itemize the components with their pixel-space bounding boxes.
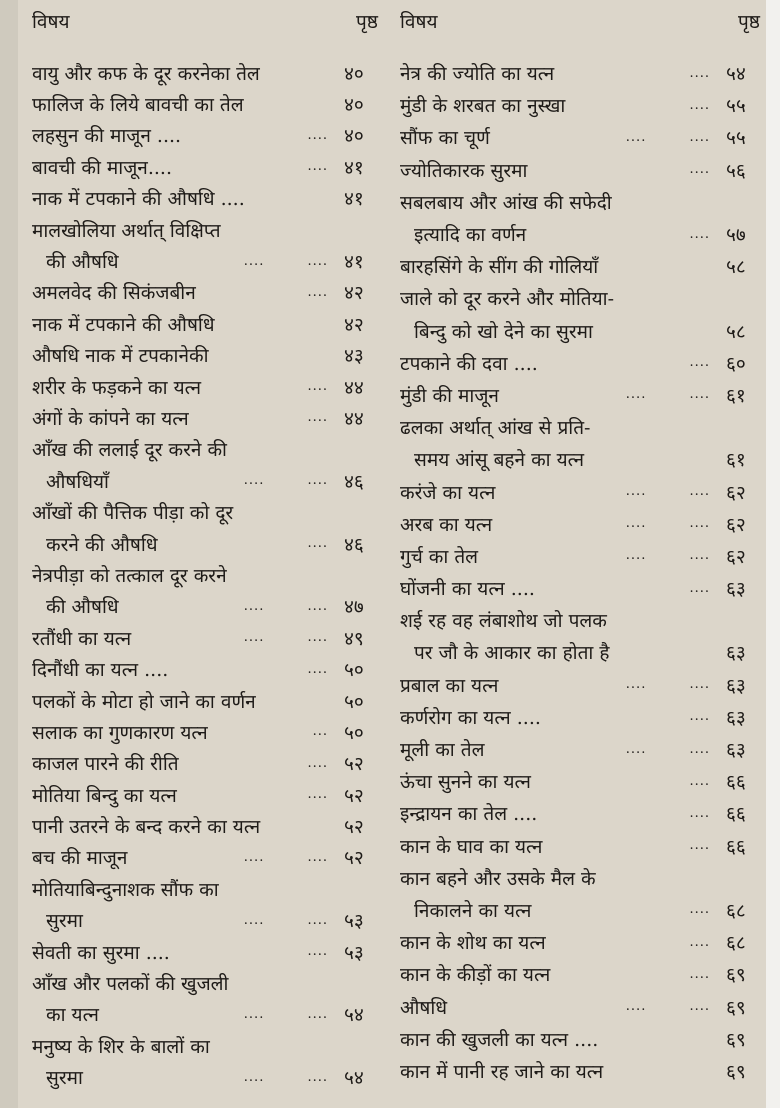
entry-page-number: ५५ xyxy=(726,95,746,118)
entry-title: का यत्न xyxy=(46,1004,99,1027)
index-entry-line xyxy=(32,685,378,716)
entry-title: सलाक का गुणकारण यत्न xyxy=(32,721,208,744)
entry-title: अंगों के कांपने का यत्न xyxy=(32,407,189,430)
index-entry-line xyxy=(400,121,760,153)
index-entry-line xyxy=(32,622,378,653)
index-entry-line xyxy=(32,183,378,214)
entry-page-number: ६६ xyxy=(726,835,746,858)
entry-title: सुरमा xyxy=(46,910,83,933)
index-entry-line xyxy=(400,797,760,829)
index-entry-line xyxy=(32,716,378,747)
entry-title: ढलका अर्थात् आंख से प्रति- xyxy=(400,417,591,440)
entry-page-number: ६२ xyxy=(726,545,746,568)
entry-title: करंजे का यत्न xyxy=(400,481,496,504)
entry-page-number: ६९ xyxy=(726,1028,746,1051)
index-entry-line xyxy=(400,862,760,894)
dot-leader: ... xyxy=(312,724,328,740)
entry-title: औषधियाँ xyxy=(46,470,109,493)
index-entry-line xyxy=(400,57,760,89)
page-edge xyxy=(766,0,780,1108)
index-entry-line xyxy=(400,701,760,733)
index-entry-line xyxy=(32,905,378,936)
dot-leader: .... .... xyxy=(625,516,710,532)
index-entry-line xyxy=(400,636,760,668)
index-entry-line xyxy=(32,1062,378,1093)
entry-page-number: ५६ xyxy=(726,159,746,182)
dot-leader: .... xyxy=(689,580,710,596)
entry-title: नेत्र की ज्योति का यत्न xyxy=(400,63,555,86)
entry-page-number: ५० xyxy=(344,659,364,682)
dot-leader: .... xyxy=(689,162,710,178)
entry-title: मोतियाबिन्दुनाशक सौंफ का xyxy=(32,878,219,901)
dot-leader: .... xyxy=(689,226,710,242)
index-entry-line xyxy=(400,379,760,411)
index-entry-line xyxy=(400,315,760,347)
dot-leader: .... xyxy=(689,709,710,725)
entry-page-number: ६२ xyxy=(726,513,746,536)
entry-title: शई रह वह लंबाशोथ जो पलक xyxy=(400,610,607,633)
entry-title: सुरमा xyxy=(46,1067,83,1090)
entry-page-number: ६८ xyxy=(726,932,746,955)
index-entry-line xyxy=(32,653,378,684)
entry-page-number: ६३ xyxy=(726,578,746,601)
entry-page-number: ६३ xyxy=(726,642,746,665)
index-entry-line xyxy=(400,830,760,862)
index-entry-line xyxy=(32,591,378,622)
column-header xyxy=(400,8,760,38)
entry-page-number: ६६ xyxy=(726,771,746,794)
entry-title: कान में पानी रह जाने का यत्न xyxy=(400,1060,604,1083)
dot-leader: .... xyxy=(689,97,710,113)
dot-leader: .... .... xyxy=(243,849,328,865)
entry-title: सौंफ का चूर्ण xyxy=(400,127,490,150)
entry-title: नाक में टपकाने की औषधि .... xyxy=(32,188,245,211)
subject-heading: विषय xyxy=(32,11,70,33)
entry-page-number: ५३ xyxy=(344,910,364,933)
dot-leader: .... xyxy=(307,159,328,175)
entry-page-number: ५४ xyxy=(344,1067,364,1090)
index-entry-line xyxy=(32,936,378,967)
entry-page-number: ४३ xyxy=(344,345,364,368)
entry-title: बच की माजून xyxy=(32,847,128,870)
dot-leader: .... .... xyxy=(625,484,710,500)
index-entry-line xyxy=(400,508,760,540)
entry-page-number: ४० xyxy=(344,62,364,85)
index-entry-line xyxy=(400,958,760,990)
index-entry-line xyxy=(400,765,760,797)
index-entry-line xyxy=(32,245,378,276)
entry-page-number: ५२ xyxy=(344,784,364,807)
subject-heading: विषय xyxy=(400,11,438,33)
dot-leader: .... .... xyxy=(625,387,710,403)
entry-page-number: ४७ xyxy=(344,596,364,619)
dot-leader: .... .... xyxy=(625,129,710,145)
entry-title: जाले को दूर करने और मोतिया- xyxy=(400,288,614,311)
entry-page-number: ४० xyxy=(344,94,364,117)
entry-title: काजल पारने की रीति xyxy=(32,753,179,776)
index-entry-line xyxy=(400,475,760,507)
index-entry-line xyxy=(400,926,760,958)
entry-title: पानी उतरने के बन्द करने का यत्न xyxy=(32,816,261,839)
index-entry-line xyxy=(400,411,760,443)
index-entry-line xyxy=(32,371,378,402)
entry-title: पर जौ के आकार का होता है xyxy=(414,642,610,665)
entry-page-number: ४२ xyxy=(344,282,364,305)
entry-title: कान बहने और उसके मैल के xyxy=(400,867,596,890)
entry-title: रतौंधी का यत्न xyxy=(32,627,132,650)
entry-page-number: ४६ xyxy=(344,533,364,556)
index-entry-line xyxy=(400,572,760,604)
entry-title: कान के कीड़ों का यत्न xyxy=(400,964,551,987)
index-entry-line xyxy=(32,88,378,119)
dot-leader: .... .... xyxy=(243,473,328,489)
index-entry-line xyxy=(32,748,378,779)
entry-page-number: ५८ xyxy=(726,320,746,343)
entry-page-number: ४१ xyxy=(344,188,364,211)
index-entry-line xyxy=(32,434,378,465)
dot-leader: .... xyxy=(689,65,710,81)
index-entry-line xyxy=(400,540,760,572)
index-entry-line xyxy=(32,308,378,339)
page-heading: पृष्ठ xyxy=(356,11,378,33)
index-entry-line xyxy=(32,277,378,308)
entry-title: सेवती का सुरमा .... xyxy=(32,941,170,964)
entry-title: इन्द्रायन का तेल .... xyxy=(400,803,538,826)
index-entry-line xyxy=(400,1055,760,1087)
dot-leader: .... .... xyxy=(625,548,710,564)
entry-page-number: ६९ xyxy=(726,1060,746,1083)
index-entry-line xyxy=(32,496,378,527)
entry-page-number: ५८ xyxy=(726,256,746,279)
dot-leader: .... .... xyxy=(243,253,328,269)
dot-leader: .... .... xyxy=(625,677,710,693)
entry-page-number: ६३ xyxy=(726,674,746,697)
entry-page-number: ५२ xyxy=(344,816,364,839)
entry-page-number: ५३ xyxy=(344,941,364,964)
index-entry-line xyxy=(32,120,378,151)
entry-title: इत्यादि का वर्णन xyxy=(414,224,527,247)
entry-page-number: ६२ xyxy=(726,481,746,504)
entry-page-number: ६० xyxy=(726,352,746,375)
index-entry-line xyxy=(32,57,378,88)
dot-leader: .... xyxy=(307,410,328,426)
dot-leader: .... xyxy=(307,379,328,395)
entry-page-number: ५५ xyxy=(726,127,746,150)
entry-page-number: ६३ xyxy=(726,739,746,762)
index-entry-line xyxy=(400,154,760,186)
index-entry-line xyxy=(400,669,760,701)
entry-title: आँखों की पैत्तिक पीड़ा को दूर xyxy=(32,502,234,525)
entry-title: दिनौंधी का यत्न .... xyxy=(32,659,169,682)
entry-title: वायु और कफ के दूर करनेका तेल xyxy=(32,62,260,85)
dot-leader: .... xyxy=(307,284,328,300)
index-entry-line xyxy=(400,347,760,379)
index-entry-line xyxy=(400,250,760,282)
dot-leader: .... .... xyxy=(243,1006,328,1022)
entry-page-number: ६९ xyxy=(726,996,746,1019)
entry-title: कान की खुजली का यत्न .... xyxy=(400,1028,599,1051)
dot-leader: .... .... xyxy=(243,1069,328,1085)
index-entry-line xyxy=(32,873,378,904)
entry-page-number: ६१ xyxy=(726,384,746,407)
entry-title: निकालने का यत्न xyxy=(414,899,532,922)
entry-title: प्रबाल का यत्न xyxy=(400,674,499,697)
entry-title: घोंजनी का यत्न .... xyxy=(400,578,535,601)
entry-title: समय आंसू बहने का यत्न xyxy=(414,449,585,472)
entry-title: कान के शोथ का यत्न xyxy=(400,932,546,955)
entry-page-number: ४२ xyxy=(344,313,364,336)
index-entry-line xyxy=(32,1030,378,1061)
index-entry-line xyxy=(32,810,378,841)
index-entry-line xyxy=(400,1023,760,1055)
dot-leader: .... xyxy=(689,902,710,918)
entry-page-number: ६३ xyxy=(726,706,746,729)
entry-title: बावची की माजून.... xyxy=(32,156,172,179)
index-list xyxy=(32,57,378,1093)
dot-leader: .... xyxy=(307,787,328,803)
dot-leader: .... xyxy=(689,355,710,371)
entry-title: सबलबाय और आंख की सफेदी xyxy=(400,191,612,214)
entry-page-number: ४९ xyxy=(344,627,364,650)
index-entry-line xyxy=(32,842,378,873)
entry-page-number: ५४ xyxy=(344,1004,364,1027)
index-entry-line xyxy=(400,89,760,121)
entry-title: औषधि xyxy=(400,996,448,1019)
dot-leader: .... .... xyxy=(625,999,710,1015)
index-entry-line xyxy=(32,402,378,433)
entry-page-number: ४१ xyxy=(344,156,364,179)
entry-page-number: ४० xyxy=(344,125,364,148)
entry-title: नाक में टपकाने की औषधि xyxy=(32,313,215,336)
entry-page-number: ४४ xyxy=(344,376,364,399)
entry-page-number: ५२ xyxy=(344,753,364,776)
entry-page-number: ४६ xyxy=(344,470,364,493)
dot-leader: .... .... xyxy=(243,630,328,646)
dot-leader: .... .... xyxy=(243,598,328,614)
entry-title: मूली का तेल xyxy=(400,739,485,762)
entry-title: मोतिया बिन्दु का यत्न xyxy=(32,784,177,807)
index-entry-line xyxy=(400,186,760,218)
index-entry-line xyxy=(32,528,378,559)
dot-leader: .... xyxy=(307,127,328,143)
dot-leader: .... xyxy=(307,944,328,960)
index-list xyxy=(400,57,760,1087)
entry-page-number: ६६ xyxy=(726,803,746,826)
dot-leader: .... xyxy=(689,934,710,950)
entry-title: की औषधि xyxy=(46,596,119,619)
entry-title: मालखोलिया अर्थात् विक्षिप्त xyxy=(32,219,221,242)
index-entry-line xyxy=(32,779,378,810)
index-entry-line xyxy=(32,151,378,182)
entry-title: कान के घाव का यत्न xyxy=(400,835,543,858)
dot-leader: .... .... xyxy=(243,912,328,928)
entry-title: ऊंचा सुनने का यत्न xyxy=(400,771,531,794)
index-entry-line xyxy=(400,218,760,250)
dot-leader: .... .... xyxy=(625,741,710,757)
dot-leader: .... xyxy=(689,773,710,789)
entry-title: की औषधि xyxy=(46,251,119,274)
entry-title: मुंडी की माजून xyxy=(400,384,499,407)
entry-title: लहसुन की माजून .... xyxy=(32,125,182,148)
index-entry-line xyxy=(32,967,378,998)
index-entry-line xyxy=(32,340,378,371)
entry-page-number: ६१ xyxy=(726,449,746,472)
entry-title: करने की औषधि xyxy=(46,533,158,556)
entry-title: नेत्रपीड़ा को तत्काल दूर करने xyxy=(32,564,227,587)
entry-title: बिन्दु को खो देने का सुरमा xyxy=(414,320,593,343)
entry-page-number: ५० xyxy=(344,721,364,744)
index-entry-line xyxy=(400,282,760,314)
entry-title: कर्णरोग का यत्न .... xyxy=(400,706,541,729)
entry-page-number: ५७ xyxy=(726,224,746,247)
entry-title: ज्योतिकारक सुरमा xyxy=(400,159,528,182)
column-header xyxy=(32,8,378,38)
entry-page-number: ६८ xyxy=(726,899,746,922)
entry-title: गुर्च का तेल xyxy=(400,545,479,568)
entry-title: बारहसिंगे के सींग की गोलियाँ xyxy=(400,256,599,279)
entry-title: अरब का यत्न xyxy=(400,513,493,536)
index-entry-line xyxy=(400,990,760,1022)
index-entry-line xyxy=(400,604,760,636)
entry-title: औषधि नाक में टपकानेकी xyxy=(32,345,209,368)
entry-page-number: ४४ xyxy=(344,407,364,430)
index-entry-line xyxy=(32,559,378,590)
dot-leader: .... xyxy=(689,838,710,854)
entry-page-number: ६९ xyxy=(726,964,746,987)
entry-title: टपकाने की दवा .... xyxy=(400,352,538,375)
entry-title: मनुष्य के शिर के बालों का xyxy=(32,1035,210,1058)
index-entry-line xyxy=(400,443,760,475)
entry-title: आँख की ललाई दूर करने की xyxy=(32,439,227,462)
dot-leader: .... xyxy=(307,755,328,771)
entry-title: शरीर के फड़कने का यत्न xyxy=(32,376,201,399)
entry-title: पलकों के मोटा हो जाने का वर्णन xyxy=(32,690,256,713)
entry-title: फालिज के लिये बावची का तेल xyxy=(32,94,244,117)
index-entry-line xyxy=(32,465,378,496)
dot-leader: .... xyxy=(689,805,710,821)
index-entry-line xyxy=(32,999,378,1030)
index-entry-line xyxy=(400,894,760,926)
dot-leader: .... xyxy=(307,536,328,552)
index-entry-line xyxy=(32,214,378,245)
entry-page-number: ४१ xyxy=(344,251,364,274)
entry-title: अमलवेद की सिकंजबीन xyxy=(32,282,196,305)
entry-page-number: ५४ xyxy=(726,63,746,86)
dot-leader: .... xyxy=(307,661,328,677)
page-heading: पृष्ठ xyxy=(738,11,760,33)
dot-leader: .... xyxy=(689,966,710,982)
entry-title: आँख और पलकों की खुजली xyxy=(32,973,229,996)
entry-page-number: ५२ xyxy=(344,847,364,870)
index-entry-line xyxy=(400,733,760,765)
entry-title: मुंडी के शरबत का नुस्खा xyxy=(400,95,566,118)
entry-page-number: ५० xyxy=(344,690,364,713)
